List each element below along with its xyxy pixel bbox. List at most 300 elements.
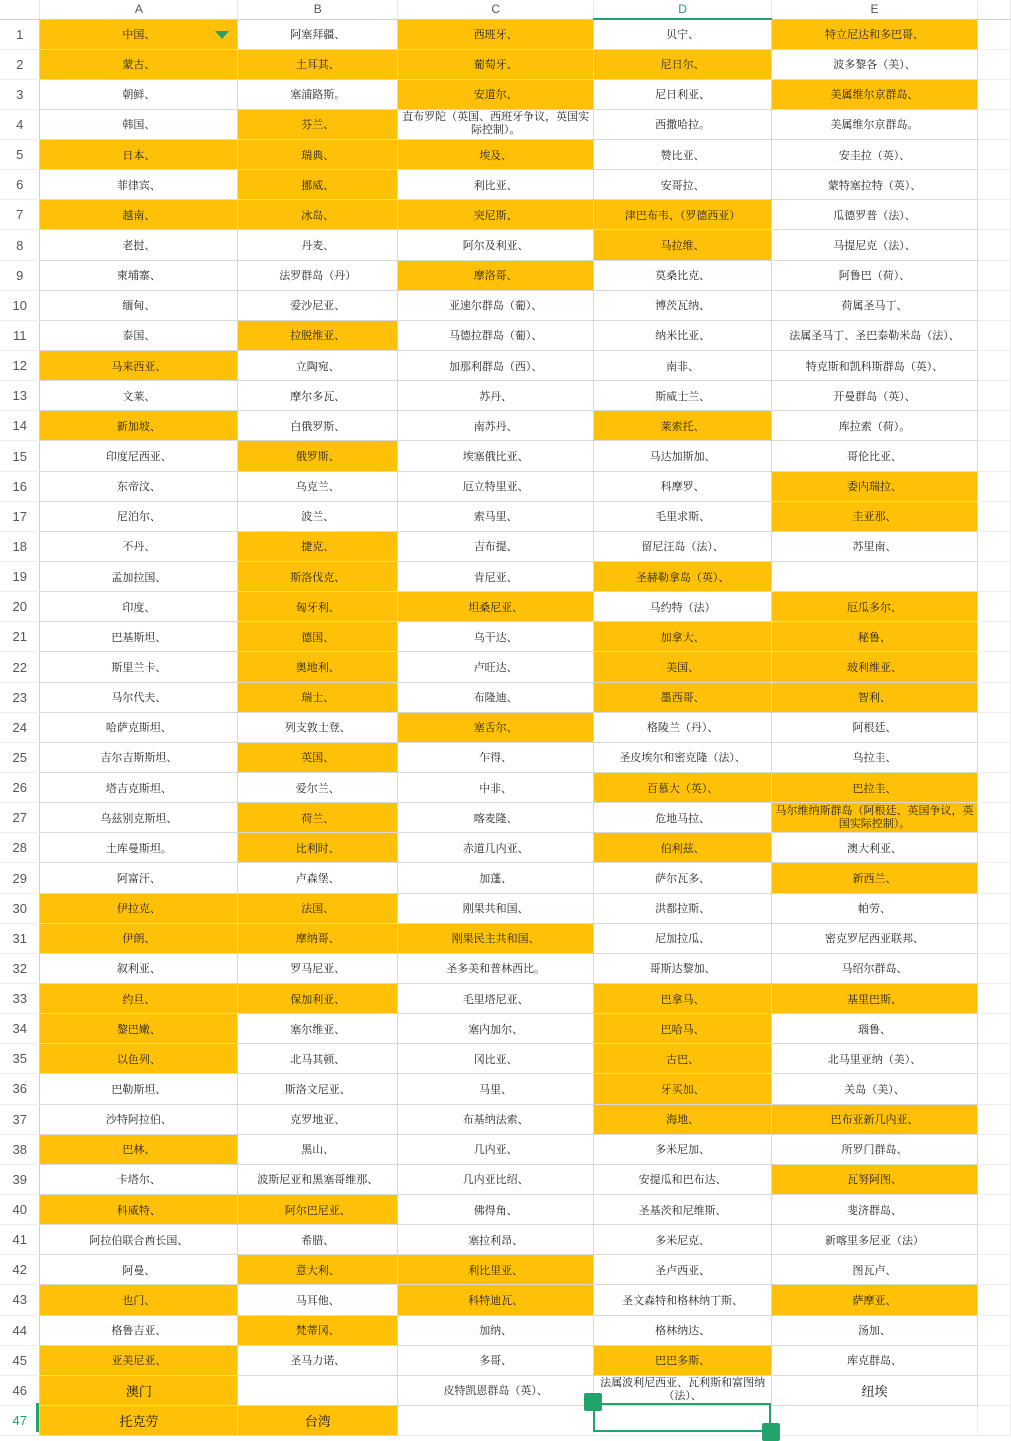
cell-d[interactable] [594, 863, 772, 893]
cell-a[interactable] [40, 441, 238, 471]
cell-f[interactable] [978, 49, 1011, 79]
cell-b[interactable] [238, 1225, 398, 1255]
cell-d[interactable] [594, 622, 772, 652]
cell-e[interactable] [772, 1044, 978, 1074]
row-header[interactable]: 30 [0, 893, 40, 923]
cell-f[interactable] [978, 984, 1011, 1014]
cell-f[interactable] [978, 562, 1011, 592]
cell-e[interactable] [772, 893, 978, 923]
cell-b[interactable] [238, 1134, 398, 1164]
cell-e[interactable] [772, 170, 978, 200]
cell-a[interactable] [40, 290, 238, 320]
cell-b[interactable] [238, 1074, 398, 1104]
cell-f[interactable] [978, 471, 1011, 501]
cell-b[interactable] [238, 682, 398, 712]
cell-a[interactable] [40, 230, 238, 260]
cell-e[interactable] [772, 411, 978, 441]
cell-c[interactable] [398, 351, 594, 381]
cell-e[interactable] [772, 1405, 978, 1435]
row-header[interactable]: 6 [0, 170, 40, 200]
cell-b[interactable] [238, 1104, 398, 1134]
cell-d[interactable] [594, 320, 772, 350]
cell-f[interactable] [978, 140, 1011, 170]
row-header[interactable]: 26 [0, 773, 40, 803]
cell-c[interactable] [398, 200, 594, 230]
cell-e[interactable] [772, 441, 978, 471]
cell-f[interactable] [978, 441, 1011, 471]
cell-a[interactable] [40, 320, 238, 350]
cell-b[interactable] [238, 411, 398, 441]
cell-b[interactable] [238, 803, 398, 833]
cell-c[interactable] [398, 622, 594, 652]
cell-e[interactable] [772, 712, 978, 742]
row-header[interactable]: 41 [0, 1225, 40, 1255]
row-header[interactable]: 13 [0, 381, 40, 411]
cell-e[interactable] [772, 953, 978, 983]
cell-e[interactable] [772, 742, 978, 772]
cell-a[interactable] [40, 622, 238, 652]
cell-d[interactable] [594, 1014, 772, 1044]
cell-d[interactable] [594, 441, 772, 471]
cell-a[interactable] [40, 1405, 238, 1435]
row-header[interactable]: 35 [0, 1044, 40, 1074]
row-header[interactable]: 27 [0, 803, 40, 833]
cell-f[interactable] [978, 109, 1011, 139]
cell-c[interactable] [398, 742, 594, 772]
row-header[interactable]: 5 [0, 140, 40, 170]
cell-b[interactable] [238, 230, 398, 260]
cell-b[interactable] [238, 1014, 398, 1044]
cell-f[interactable] [978, 1285, 1011, 1315]
cell-c[interactable] [398, 471, 594, 501]
cell-d[interactable] [594, 562, 772, 592]
cell-a[interactable] [40, 1074, 238, 1104]
cell-f[interactable] [978, 19, 1011, 49]
cell-d[interactable] [594, 833, 772, 863]
cell-c[interactable] [398, 1225, 594, 1255]
cell-b[interactable] [238, 320, 398, 350]
cell-e[interactable] [772, 863, 978, 893]
cell-c[interactable] [398, 1194, 594, 1224]
cell-f[interactable] [978, 652, 1011, 682]
cell-f[interactable] [978, 863, 1011, 893]
cell-a[interactable] [40, 1315, 238, 1345]
cell-b[interactable] [238, 1044, 398, 1074]
cell-b[interactable] [238, 351, 398, 381]
cell-c[interactable] [398, 1315, 594, 1345]
column-header-d[interactable]: D [594, 0, 772, 19]
row-header[interactable]: 3 [0, 79, 40, 109]
cell-c[interactable] [398, 170, 594, 200]
cell-a[interactable] [40, 49, 238, 79]
cell-c[interactable] [398, 1134, 594, 1164]
cell-e[interactable] [772, 1225, 978, 1255]
cell-e[interactable] [772, 1014, 978, 1044]
cell-e[interactable] [772, 200, 978, 230]
cell-c[interactable] [398, 320, 594, 350]
cell-f[interactable] [978, 773, 1011, 803]
cell-f[interactable] [978, 531, 1011, 561]
cell-c[interactable] [398, 1285, 594, 1315]
cell-c[interactable] [398, 923, 594, 953]
cell-f[interactable] [978, 803, 1011, 833]
row-header[interactable]: 15 [0, 441, 40, 471]
cell-e[interactable] [772, 652, 978, 682]
row-header[interactable]: 46 [0, 1375, 40, 1405]
cell-d[interactable] [594, 1134, 772, 1164]
cell-f[interactable] [978, 1194, 1011, 1224]
cell-a[interactable] [40, 471, 238, 501]
cell-d[interactable] [594, 742, 772, 772]
cell-c[interactable] [398, 652, 594, 682]
cell-c[interactable] [398, 1164, 594, 1194]
cell-e[interactable] [772, 984, 978, 1014]
cell-b[interactable] [238, 260, 398, 290]
row-header[interactable]: 4 [0, 109, 40, 139]
cell-c[interactable] [398, 712, 594, 742]
cell-a[interactable] [40, 1345, 238, 1375]
row-header[interactable]: 22 [0, 652, 40, 682]
cell-e[interactable] [772, 1345, 978, 1375]
cell-d[interactable] [594, 984, 772, 1014]
row-header[interactable]: 12 [0, 351, 40, 381]
cell-a[interactable] [40, 712, 238, 742]
cell-f[interactable] [978, 682, 1011, 712]
cell-b[interactable] [238, 441, 398, 471]
cell-a[interactable] [40, 923, 238, 953]
cell-d[interactable] [594, 140, 772, 170]
cell-d[interactable] [594, 19, 772, 49]
cell-a[interactable] [40, 1225, 238, 1255]
cell-d[interactable] [594, 1345, 772, 1375]
row-header[interactable]: 32 [0, 953, 40, 983]
cell-e[interactable] [772, 471, 978, 501]
cell-a[interactable] [40, 742, 238, 772]
cell-e[interactable] [772, 320, 978, 350]
row-header[interactable]: 36 [0, 1074, 40, 1104]
cell-b[interactable] [238, 170, 398, 200]
cell-d[interactable] [594, 260, 772, 290]
cell-d[interactable] [594, 230, 772, 260]
cell-d[interactable] [594, 1164, 772, 1194]
cell-e[interactable] [772, 49, 978, 79]
cell-c[interactable] [398, 1255, 594, 1285]
cell-e[interactable] [772, 1194, 978, 1224]
cell-b[interactable] [238, 712, 398, 742]
cell-e[interactable] [772, 531, 978, 561]
row-header[interactable]: 11 [0, 320, 40, 350]
cell-e[interactable] [772, 1285, 978, 1315]
cell-a[interactable] [40, 833, 238, 863]
row-header[interactable]: 42 [0, 1255, 40, 1285]
cell-f[interactable] [978, 1014, 1011, 1044]
cell-e[interactable] [772, 923, 978, 953]
cell-a[interactable] [40, 1164, 238, 1194]
cell-b[interactable] [238, 1194, 398, 1224]
cell-f[interactable] [978, 893, 1011, 923]
cell-f[interactable] [978, 953, 1011, 983]
cell-a[interactable] [40, 1375, 238, 1405]
cell-d[interactable] [594, 1255, 772, 1285]
cell-a[interactable] [40, 1255, 238, 1285]
cell-f[interactable] [978, 923, 1011, 953]
cell-d[interactable] [594, 893, 772, 923]
cell-c[interactable] [398, 1014, 594, 1044]
row-header[interactable]: 21 [0, 622, 40, 652]
cell-c[interactable] [398, 531, 594, 561]
cell-e[interactable] [772, 140, 978, 170]
cell-a[interactable] [40, 351, 238, 381]
column-header-b[interactable]: B [238, 0, 398, 19]
cell-b[interactable] [238, 833, 398, 863]
cell-d[interactable] [594, 531, 772, 561]
cell-c[interactable] [398, 562, 594, 592]
cell-f[interactable] [978, 1255, 1011, 1285]
cell-e[interactable] [772, 351, 978, 381]
cell-d[interactable] [594, 773, 772, 803]
row-header[interactable]: 20 [0, 592, 40, 622]
cell-a[interactable] [40, 562, 238, 592]
selection-handle-top-left[interactable] [584, 1393, 602, 1411]
cell-c[interactable] [398, 140, 594, 170]
cell-e[interactable] [772, 260, 978, 290]
cell-f[interactable] [978, 592, 1011, 622]
cell-b[interactable] [238, 984, 398, 1014]
row-header[interactable]: 14 [0, 411, 40, 441]
cell-f[interactable] [978, 1345, 1011, 1375]
cell-b[interactable] [238, 1285, 398, 1315]
cell-f[interactable] [978, 230, 1011, 260]
cell-f[interactable] [978, 290, 1011, 320]
row-header[interactable]: 7 [0, 200, 40, 230]
cell-e[interactable] [772, 773, 978, 803]
cell-c[interactable] [398, 893, 594, 923]
cell-f[interactable] [978, 1104, 1011, 1134]
row-header[interactable]: 19 [0, 562, 40, 592]
row-header[interactable]: 39 [0, 1164, 40, 1194]
cell-c[interactable] [398, 441, 594, 471]
row-header[interactable]: 33 [0, 984, 40, 1014]
cell-c[interactable] [398, 953, 594, 983]
cell-f[interactable] [978, 260, 1011, 290]
cell-a[interactable] [40, 200, 238, 230]
dropdown-arrow-icon[interactable] [215, 31, 229, 39]
row-header[interactable]: 40 [0, 1194, 40, 1224]
cell-b[interactable] [238, 893, 398, 923]
cell-d[interactable] [594, 381, 772, 411]
cell-e[interactable] [772, 1134, 978, 1164]
cell-c[interactable] [398, 381, 594, 411]
cell-e[interactable] [772, 230, 978, 260]
row-header[interactable]: 31 [0, 923, 40, 953]
row-header[interactable]: 45 [0, 1345, 40, 1375]
cell-c[interactable] [398, 1345, 594, 1375]
cell-d[interactable] [594, 712, 772, 742]
row-header[interactable]: 1 [0, 19, 40, 49]
cell-a[interactable] [40, 19, 238, 49]
row-header[interactable]: 23 [0, 682, 40, 712]
selection-handle-bottom-right[interactable] [762, 1423, 780, 1441]
cell-d[interactable] [594, 592, 772, 622]
cell-e[interactable] [772, 833, 978, 863]
cell-e[interactable] [772, 79, 978, 109]
cell-f[interactable] [978, 411, 1011, 441]
cell-b[interactable] [238, 79, 398, 109]
cell-e[interactable] [772, 803, 978, 833]
cell-b[interactable] [238, 1315, 398, 1345]
cell-c[interactable] [398, 19, 594, 49]
cell-e[interactable] [772, 622, 978, 652]
row-header[interactable]: 28 [0, 833, 40, 863]
cell-a[interactable] [40, 140, 238, 170]
cell-d[interactable] [594, 1104, 772, 1134]
cell-c[interactable] [398, 1074, 594, 1104]
cell-e[interactable] [772, 592, 978, 622]
cell-b[interactable] [238, 923, 398, 953]
row-header[interactable]: 25 [0, 742, 40, 772]
row-header[interactable]: 47 [0, 1405, 40, 1435]
cell-f[interactable] [978, 1375, 1011, 1405]
cell-e[interactable] [772, 109, 978, 139]
cell-f[interactable] [978, 833, 1011, 863]
row-header[interactable]: 10 [0, 290, 40, 320]
row-header[interactable]: 37 [0, 1104, 40, 1134]
cell-d[interactable] [594, 290, 772, 320]
cell-f[interactable] [978, 1044, 1011, 1074]
cell-f[interactable] [978, 1225, 1011, 1255]
cell-d[interactable] [594, 1285, 772, 1315]
cell-f[interactable] [978, 712, 1011, 742]
cell-a[interactable] [40, 381, 238, 411]
cell-b[interactable] [238, 1405, 398, 1435]
cell-d[interactable] [594, 1044, 772, 1074]
row-header[interactable]: 8 [0, 230, 40, 260]
cell-c[interactable] [398, 984, 594, 1014]
cell-f[interactable] [978, 320, 1011, 350]
cell-c[interactable] [398, 230, 594, 260]
cell-e[interactable] [772, 562, 978, 592]
cell-c[interactable] [398, 1104, 594, 1134]
cell-d[interactable] [594, 1375, 772, 1405]
cell-d[interactable] [594, 351, 772, 381]
cell-e[interactable] [772, 1074, 978, 1104]
cell-d[interactable] [594, 1315, 772, 1345]
cell-b[interactable] [238, 562, 398, 592]
cell-e[interactable] [772, 1104, 978, 1134]
cell-e[interactable] [772, 1164, 978, 1194]
cell-f[interactable] [978, 200, 1011, 230]
cell-b[interactable] [238, 773, 398, 803]
cell-c[interactable] [398, 260, 594, 290]
cell-a[interactable] [40, 1104, 238, 1134]
row-header[interactable]: 38 [0, 1134, 40, 1164]
cell-c[interactable] [398, 1044, 594, 1074]
cell-b[interactable] [238, 140, 398, 170]
cell-f[interactable] [978, 1134, 1011, 1164]
cell-d[interactable] [594, 953, 772, 983]
cell-f[interactable] [978, 742, 1011, 772]
cell-a[interactable] [40, 170, 238, 200]
column-header-c[interactable]: C [398, 0, 594, 19]
column-header-e[interactable]: E [772, 0, 978, 19]
cell-d[interactable] [594, 1074, 772, 1104]
cell-a[interactable] [40, 652, 238, 682]
cell-b[interactable] [238, 1345, 398, 1375]
cell-f[interactable] [978, 381, 1011, 411]
cell-d[interactable] [594, 471, 772, 501]
cell-b[interactable] [238, 1164, 398, 1194]
cell-e[interactable] [772, 19, 978, 49]
cell-a[interactable] [40, 1194, 238, 1224]
cell-d[interactable] [594, 411, 772, 441]
cell-c[interactable] [398, 803, 594, 833]
cell-e[interactable] [772, 381, 978, 411]
cell-e[interactable] [772, 1315, 978, 1345]
cell-a[interactable] [40, 1044, 238, 1074]
cell-b[interactable] [238, 622, 398, 652]
row-header[interactable]: 24 [0, 712, 40, 742]
cell-a[interactable] [40, 893, 238, 923]
cell-a[interactable] [40, 1014, 238, 1044]
cell-a[interactable] [40, 260, 238, 290]
cell-e[interactable] [772, 1255, 978, 1285]
cell-c[interactable] [398, 79, 594, 109]
cell-f[interactable] [978, 1074, 1011, 1104]
cell-b[interactable] [238, 200, 398, 230]
row-header[interactable]: 9 [0, 260, 40, 290]
cell-d[interactable] [594, 923, 772, 953]
cell-d[interactable] [594, 682, 772, 712]
cell-a[interactable] [40, 109, 238, 139]
cell-c[interactable] [398, 1405, 594, 1435]
cell-b[interactable] [238, 652, 398, 682]
cell-a[interactable] [40, 1134, 238, 1164]
cell-c[interactable] [398, 1375, 594, 1405]
row-header[interactable]: 43 [0, 1285, 40, 1315]
column-header-a[interactable]: A [40, 0, 238, 19]
column-header-f[interactable] [978, 0, 1011, 19]
row-header[interactable]: 17 [0, 501, 40, 531]
cell-d[interactable] [594, 803, 772, 833]
cell-a[interactable] [40, 531, 238, 561]
cell-e[interactable] [772, 1375, 978, 1405]
row-header[interactable]: 29 [0, 863, 40, 893]
cell-d[interactable] [594, 1225, 772, 1255]
cell-c[interactable] [398, 49, 594, 79]
row-header[interactable]: 2 [0, 49, 40, 79]
cell-e[interactable] [772, 290, 978, 320]
cell-b[interactable] [238, 592, 398, 622]
cell-d[interactable] [594, 501, 772, 531]
cell-b[interactable] [238, 49, 398, 79]
cell-d[interactable] [594, 109, 772, 139]
cell-b[interactable] [238, 501, 398, 531]
cell-d[interactable] [594, 49, 772, 79]
cell-d[interactable] [594, 200, 772, 230]
select-all-corner[interactable] [0, 0, 40, 19]
cell-a[interactable] [40, 863, 238, 893]
cell-d[interactable] [594, 170, 772, 200]
cell-a[interactable] [40, 984, 238, 1014]
row-header[interactable]: 34 [0, 1014, 40, 1044]
cell-f[interactable] [978, 1315, 1011, 1345]
cell-b[interactable] [238, 1255, 398, 1285]
cell-f[interactable] [978, 501, 1011, 531]
cell-d[interactable] [594, 652, 772, 682]
cell-b[interactable] [238, 471, 398, 501]
cell-c[interactable] [398, 592, 594, 622]
cell-a[interactable] [40, 953, 238, 983]
